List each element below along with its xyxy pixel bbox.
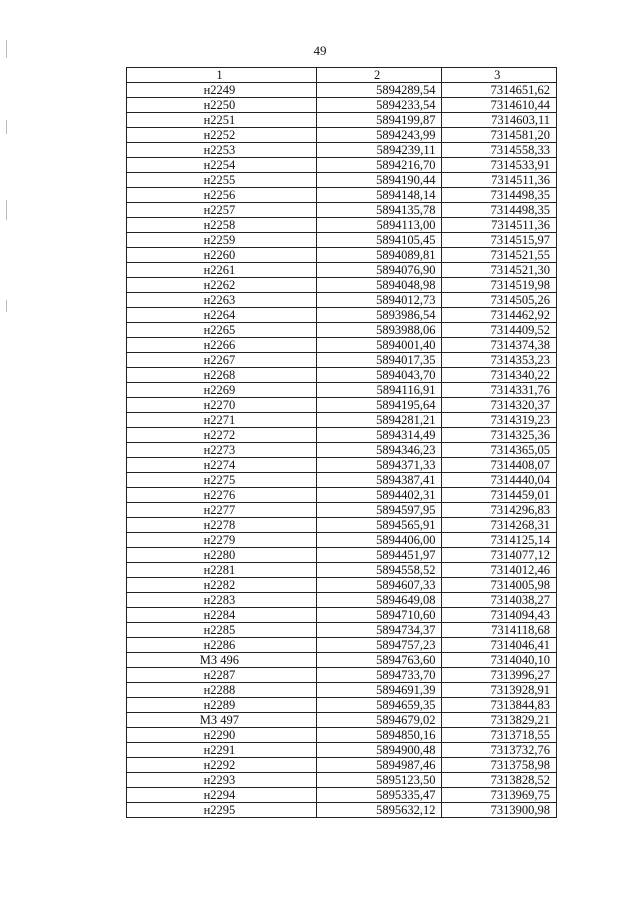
y-coordinate-cell: 7314320,37 [442,398,557,413]
y-coordinate-cell: 7314046,41 [442,638,557,653]
table-row [127,728,557,743]
point-id-cell: н2278 [127,518,317,533]
x-coordinate-cell: 5894012,73 [316,293,442,308]
x-coordinate-cell: 5894346,23 [316,443,442,458]
y-coordinate-cell: 7314498,35 [442,188,557,203]
y-coordinate-cell: 7314533,91 [442,158,557,173]
table-row [127,698,557,713]
point-id-cell: н2293 [127,773,317,788]
table-row [127,593,557,608]
y-coordinate-cell: 7314519,98 [442,278,557,293]
y-coordinate-cell: 7314268,31 [442,518,557,533]
x-coordinate-cell: 5894239,11 [316,143,442,158]
point-id-cell: н2264 [127,308,317,323]
y-coordinate-cell: 7314319,23 [442,413,557,428]
table-body [127,83,557,818]
point-id-cell: н2259 [127,233,317,248]
binding-margin-marks [0,0,12,905]
x-coordinate-cell: 5894558,52 [316,563,442,578]
table-row [127,443,557,458]
y-coordinate-cell: 7314610,44 [442,98,557,113]
x-coordinate-cell: 5894190,44 [316,173,442,188]
point-id-cell: н2250 [127,98,317,113]
table-row [127,413,557,428]
point-id-cell: н2282 [127,578,317,593]
y-coordinate-cell: 7314353,23 [442,353,557,368]
y-coordinate-cell: 7314038,27 [442,593,557,608]
y-coordinate-cell: 7314459,01 [442,488,557,503]
table-row [127,398,557,413]
table-row [127,188,557,203]
y-coordinate-cell: 7314581,20 [442,128,557,143]
x-coordinate-cell: 5893988,06 [316,323,442,338]
y-coordinate-cell: 7313996,27 [442,668,557,683]
table-row [127,668,557,683]
x-coordinate-cell: 5894734,37 [316,623,442,638]
x-coordinate-cell: 5895123,50 [316,773,442,788]
table-row [127,293,557,308]
x-coordinate-cell: 5894371,33 [316,458,442,473]
point-id-cell: н2260 [127,248,317,263]
table-row [127,383,557,398]
x-coordinate-cell: 5894017,35 [316,353,442,368]
point-id-cell: н2262 [127,278,317,293]
point-id-cell: н2286 [127,638,317,653]
table-header-row [127,68,557,83]
y-coordinate-cell: 7313829,21 [442,713,557,728]
table-row [127,458,557,473]
x-coordinate-cell: 5894195,64 [316,398,442,413]
table-row [127,128,557,143]
table-row [127,623,557,638]
x-coordinate-cell: 5894402,31 [316,488,442,503]
table-row [127,218,557,233]
table-row [127,578,557,593]
point-id-cell: н2294 [127,788,317,803]
column-header: 3 [442,68,557,83]
y-coordinate-cell: 7314365,05 [442,443,557,458]
x-coordinate-cell: 5894659,35 [316,698,442,713]
table-row [127,608,557,623]
x-coordinate-cell: 5894105,45 [316,233,442,248]
point-id-cell: н2256 [127,188,317,203]
table-row [127,233,557,248]
table-row [127,203,557,218]
point-id-cell: н2289 [127,698,317,713]
point-id-cell: н2249 [127,83,317,98]
x-coordinate-cell: 5894243,99 [316,128,442,143]
y-coordinate-cell: 7314603,11 [442,113,557,128]
point-id-cell: н2253 [127,143,317,158]
x-coordinate-cell: 5894733,70 [316,668,442,683]
x-coordinate-cell: 5895632,12 [316,803,442,818]
point-id-cell: н2273 [127,443,317,458]
x-coordinate-cell: 5894607,33 [316,578,442,593]
y-coordinate-cell: 7314515,97 [442,233,557,248]
x-coordinate-cell: 5894001,40 [316,338,442,353]
point-id-cell: н2269 [127,383,317,398]
table-row [127,248,557,263]
point-id-cell: н2271 [127,413,317,428]
column-header: 1 [127,68,317,83]
x-coordinate-cell: 5894387,41 [316,473,442,488]
y-coordinate-cell: 7314296,83 [442,503,557,518]
table-row [127,473,557,488]
y-coordinate-cell: 7314409,52 [442,323,557,338]
point-id-cell: н2252 [127,128,317,143]
page-number: 49 [313,43,327,58]
point-id-cell: н2285 [127,623,317,638]
y-coordinate-cell: 7314511,36 [442,173,557,188]
x-coordinate-cell: 5894314,49 [316,428,442,443]
point-id-cell: н2277 [127,503,317,518]
table-row [127,113,557,128]
y-coordinate-cell: 7314005,98 [442,578,557,593]
y-coordinate-cell: 7314331,76 [442,383,557,398]
y-coordinate-cell: 7314505,26 [442,293,557,308]
y-coordinate-cell: 7313969,75 [442,788,557,803]
y-coordinate-cell: 7313732,76 [442,743,557,758]
table-row [127,638,557,653]
x-coordinate-cell: 5894597,95 [316,503,442,518]
point-id-cell: н2283 [127,593,317,608]
point-id-cell: н2275 [127,473,317,488]
x-coordinate-cell: 5894679,02 [316,713,442,728]
x-coordinate-cell: 5894710,60 [316,608,442,623]
table-row [127,278,557,293]
table-row [127,533,557,548]
table-row [127,83,557,98]
x-coordinate-cell: 5894148,14 [316,188,442,203]
y-coordinate-cell: 7314651,62 [442,83,557,98]
x-coordinate-cell: 5894116,91 [316,383,442,398]
y-coordinate-cell: 7314374,38 [442,338,557,353]
y-coordinate-cell: 7313718,55 [442,728,557,743]
y-coordinate-cell: 7314511,36 [442,218,557,233]
table-row [127,803,557,818]
table-row [127,773,557,788]
x-coordinate-cell: 5894076,90 [316,263,442,278]
table-row [127,563,557,578]
point-id-cell: МЗ 497 [127,713,317,728]
x-coordinate-cell: 5894649,08 [316,593,442,608]
y-coordinate-cell: 7314408,07 [442,458,557,473]
column-header: 2 [316,68,442,83]
y-coordinate-cell: 7314521,55 [442,248,557,263]
point-id-cell: н2291 [127,743,317,758]
point-id-cell: н2284 [127,608,317,623]
point-id-cell: н2254 [127,158,317,173]
x-coordinate-cell: 5894216,70 [316,158,442,173]
y-coordinate-cell: 7314077,12 [442,548,557,563]
x-coordinate-cell: 5894763,60 [316,653,442,668]
y-coordinate-cell: 7314521,30 [442,263,557,278]
y-coordinate-cell: 7314040,10 [442,653,557,668]
table-row [127,368,557,383]
point-id-cell: н2274 [127,458,317,473]
x-coordinate-cell: 5894113,00 [316,218,442,233]
table-row [127,743,557,758]
x-coordinate-cell: 5894691,39 [316,683,442,698]
point-id-cell: н2270 [127,398,317,413]
y-coordinate-cell: 7314125,14 [442,533,557,548]
point-id-cell: н2251 [127,113,317,128]
point-id-cell: н2257 [127,203,317,218]
table-row [127,518,557,533]
table-row [127,323,557,338]
table-row [127,98,557,113]
x-coordinate-cell: 5895335,47 [316,788,442,803]
y-coordinate-cell: 7314340,22 [442,368,557,383]
table-row [127,503,557,518]
point-id-cell: н2276 [127,488,317,503]
table-row [127,788,557,803]
point-id-cell: н2280 [127,548,317,563]
x-coordinate-cell: 5894043,70 [316,368,442,383]
point-id-cell: н2258 [127,218,317,233]
table-row [127,158,557,173]
point-id-cell: н2287 [127,668,317,683]
x-coordinate-cell: 5893986,54 [316,308,442,323]
table-row [127,143,557,158]
point-id-cell: н2263 [127,293,317,308]
table-row [127,338,557,353]
x-coordinate-cell: 5894089,81 [316,248,442,263]
x-coordinate-cell: 5894757,23 [316,638,442,653]
x-coordinate-cell: 5894451,97 [316,548,442,563]
y-coordinate-cell: 7313844,83 [442,698,557,713]
table-row [127,173,557,188]
point-id-cell: н2295 [127,803,317,818]
point-id-cell: н2288 [127,683,317,698]
table-row [127,488,557,503]
table-row [127,713,557,728]
y-coordinate-cell: 7314094,43 [442,608,557,623]
y-coordinate-cell: 7313928,91 [442,683,557,698]
y-coordinate-cell: 7314012,46 [442,563,557,578]
table-row [127,653,557,668]
point-id-cell: н2292 [127,758,317,773]
y-coordinate-cell: 7313900,98 [442,803,557,818]
point-id-cell: н2268 [127,368,317,383]
point-id-cell: МЗ 496 [127,653,317,668]
x-coordinate-cell: 5894135,78 [316,203,442,218]
table-row [127,683,557,698]
point-id-cell: н2261 [127,263,317,278]
point-id-cell: н2272 [127,428,317,443]
table-row [127,353,557,368]
x-coordinate-cell: 5894233,54 [316,98,442,113]
point-id-cell: н2279 [127,533,317,548]
point-id-cell: н2255 [127,173,317,188]
table-row [127,428,557,443]
x-coordinate-cell: 5894281,21 [316,413,442,428]
point-id-cell: н2281 [127,563,317,578]
y-coordinate-cell: 7314462,92 [442,308,557,323]
y-coordinate-cell: 7314325,36 [442,428,557,443]
y-coordinate-cell: 7314440,04 [442,473,557,488]
point-id-cell: н2290 [127,728,317,743]
y-coordinate-cell: 7314498,35 [442,203,557,218]
point-id-cell: н2266 [127,338,317,353]
y-coordinate-cell: 7313758,98 [442,758,557,773]
x-coordinate-cell: 5894406,00 [316,533,442,548]
y-coordinate-cell: 7314558,33 [442,143,557,158]
table-row [127,308,557,323]
coordinates-table [126,67,557,818]
x-coordinate-cell: 5894289,54 [316,83,442,98]
x-coordinate-cell: 5894900,48 [316,743,442,758]
table-row [127,263,557,278]
y-coordinate-cell: 7314118,68 [442,623,557,638]
y-coordinate-cell: 7313828,52 [442,773,557,788]
x-coordinate-cell: 5894565,91 [316,518,442,533]
table-row [127,758,557,773]
table-row [127,548,557,563]
point-id-cell: н2267 [127,353,317,368]
point-id-cell: н2265 [127,323,317,338]
x-coordinate-cell: 5894987,46 [316,758,442,773]
x-coordinate-cell: 5894850,16 [316,728,442,743]
x-coordinate-cell: 5894048,98 [316,278,442,293]
x-coordinate-cell: 5894199,87 [316,113,442,128]
